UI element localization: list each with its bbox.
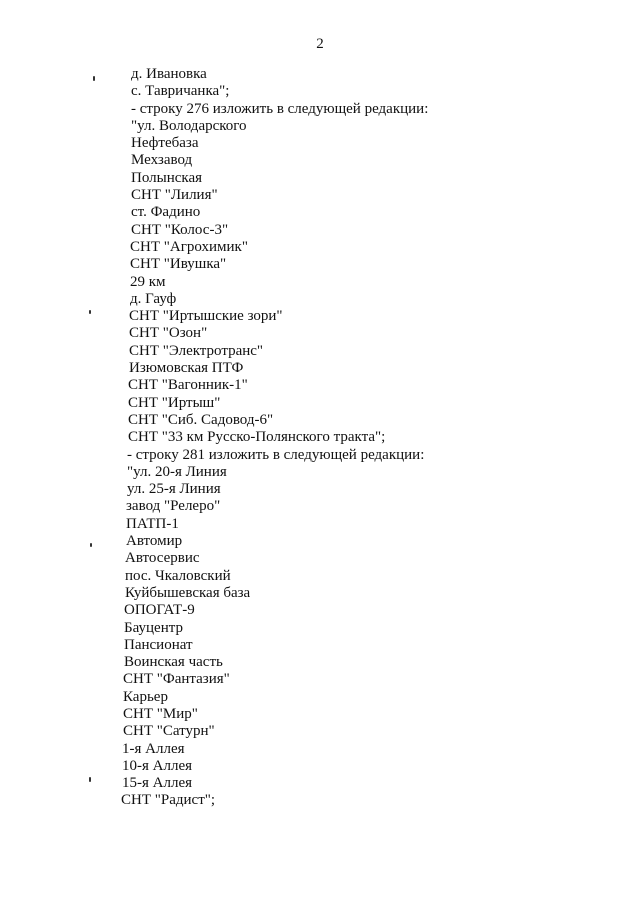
amendment-text — [121, 66, 429, 810]
scan-speck — [93, 76, 95, 81]
text-line: ст. Фадино — [131, 204, 201, 221]
text-line: 1-я Аллея — [122, 740, 185, 757]
text-line: завод "Релеро" — [126, 498, 221, 515]
text-line: д. Ивановка — [131, 66, 207, 82]
text-line: СНТ "Сатурн" — [123, 723, 215, 740]
scan-speck — [89, 310, 91, 314]
text-line: 29 км — [130, 273, 166, 290]
text-line: СНТ "Иртыш" — [128, 394, 221, 411]
page-number: 2 — [316, 36, 324, 52]
text-line: Куйбышевская база — [125, 584, 251, 601]
text-line: ПАТП-1 — [126, 515, 179, 532]
text-line: СНТ "Радист"; — [121, 792, 216, 809]
text-line: СНТ "Фантазия" — [123, 671, 230, 688]
text-line: СНТ "Колос-3" — [131, 221, 229, 238]
text-line: СНТ "Лилия" — [131, 187, 218, 204]
text-line: Автосервис — [125, 550, 200, 567]
text-line: СНТ "Сиб. Садовод-6" — [128, 411, 274, 428]
text-line: Мехзавод — [131, 152, 193, 169]
text-line: Бауцентр — [124, 619, 183, 636]
text-line: Воинская часть — [124, 654, 223, 671]
text-line: пос. Чкаловский — [125, 567, 231, 584]
text-line: - строку 281 изложить в следующей редакции: — [127, 446, 425, 463]
text-line: СНТ "Озон" — [129, 325, 208, 342]
text-line: "ул. 20-я Линия — [127, 463, 227, 480]
text-line: Полынская — [131, 169, 203, 186]
text-line: Карьер — [123, 688, 168, 705]
text-line: СНТ "Иртышские зори" — [129, 308, 283, 325]
text-line: ОПОГАТ-9 — [124, 602, 195, 619]
text-line: СНТ "33 км Русско-Полянского тракта"; — [128, 429, 386, 446]
text-line: СНТ "Агрохимик" — [130, 238, 248, 255]
scan-speck — [90, 543, 92, 547]
text-line: Нефтебаза — [131, 135, 199, 152]
text-line: СНТ "Мир" — [123, 705, 198, 722]
scan-speck — [89, 777, 91, 782]
text-line: СНТ "Ивушка" — [130, 256, 227, 273]
text-line: СНТ "Вагонник-1" — [128, 377, 248, 394]
text-line: Автомир — [126, 533, 183, 550]
text-line: "ул. Володарского — [131, 117, 247, 134]
text-line: Изюмовская ПТФ — [129, 360, 244, 377]
text-line: д. Гауф — [130, 290, 177, 307]
text-line: - строку 276 изложить в следующей редакции: — [131, 100, 429, 117]
text-line: ул. 25-я Линия — [127, 481, 221, 498]
text-line: СНТ "Электротранс" — [129, 342, 264, 359]
text-line: 10-я Аллея — [122, 757, 193, 774]
text-line: 15-я Аллея — [122, 775, 193, 792]
text-line: с. Тавричанка"; — [131, 83, 230, 100]
text-line: Пансионат — [124, 636, 193, 653]
